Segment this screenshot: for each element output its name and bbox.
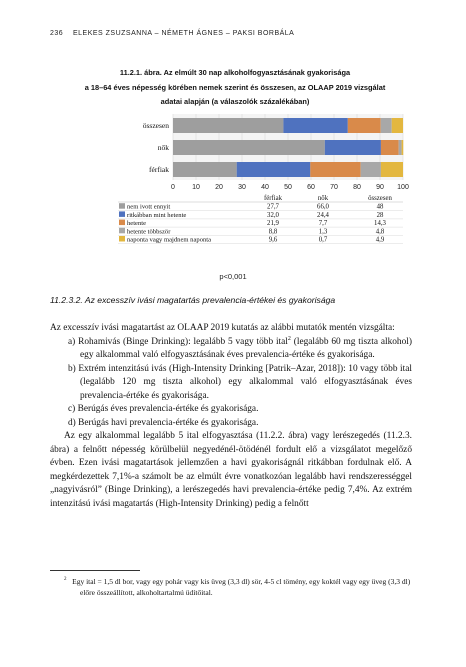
x-tick-label: 10 bbox=[192, 184, 200, 191]
figure-caption-line: 11.2.1. ábra. Az elmúlt 30 nap alkoholfogyasztásának gyakorisága bbox=[119, 68, 351, 77]
legend-label: hetente többször bbox=[127, 228, 171, 236]
legend-swatch bbox=[119, 220, 125, 226]
table-cell: 14,3 bbox=[374, 220, 386, 228]
table-cell: 48 bbox=[376, 203, 384, 211]
x-tick-label: 0 bbox=[171, 184, 175, 191]
bar-segment bbox=[381, 118, 392, 133]
list-item bbox=[50, 363, 412, 404]
category-label: nők bbox=[157, 143, 169, 152]
x-tick-label: 70 bbox=[330, 184, 338, 191]
running-header bbox=[50, 30, 294, 37]
table-cell: 4,9 bbox=[375, 236, 385, 244]
list-item-text: c) Berúgás éves prevalencia-értéke és gyakorisága. bbox=[68, 404, 259, 414]
legend-swatch bbox=[119, 211, 125, 217]
legend-swatch bbox=[119, 228, 125, 234]
bar-segment bbox=[173, 140, 325, 155]
legend-label: hetente bbox=[127, 220, 147, 228]
table-cell: 21,9 bbox=[267, 220, 279, 228]
table-cell: 28 bbox=[376, 211, 384, 219]
body-text bbox=[50, 322, 412, 511]
list-item bbox=[50, 417, 412, 431]
table-cell: 7,7 bbox=[318, 220, 328, 228]
bar-segment bbox=[361, 162, 381, 177]
bar-segment bbox=[348, 118, 381, 133]
table-header: összesen bbox=[368, 195, 392, 202]
table-header: férfiak bbox=[263, 195, 283, 202]
x-tick-label: 30 bbox=[238, 184, 246, 191]
list-item bbox=[50, 403, 412, 417]
table-cell: 27,7 bbox=[267, 203, 279, 211]
legend-label: nem ivott ennyit bbox=[127, 203, 171, 211]
footnote-ref[interactable]: 2 bbox=[287, 335, 291, 342]
table-cell: 0,7 bbox=[318, 236, 328, 244]
footnote bbox=[50, 576, 412, 598]
body-paragraph: Az egy alkalommal legalább 5 ital elfogyasztása (11.2.2. ábra) vagy lerészegedés (11.2.3. ábra) a felnőtt népesség körülbelül negyedénél-ötödénél fordult elő a vizsgálatot megelőző évben. Ezen ivási magatartások jellemzően a havi gyakoriságnál ritkábban fordulnak elő. A megkérdezettek 7,1%-a számolt be az elmúlt évre vonatkozóan legalább havi rendszerességgel „nagyivásról” (Binge Drinking), a lerészegedés havi prevalencia-értéke pedig 7,4%. Az extrém intenzitású ivási magatartás (High-Intensity Drinking) pedig a felnőtt bbox=[50, 431, 412, 509]
x-tick-label: 100 bbox=[397, 184, 409, 191]
bar-segment bbox=[381, 140, 399, 155]
bar-segment bbox=[381, 162, 403, 177]
footnote-mark: 2 bbox=[64, 577, 67, 582]
bar-segment bbox=[392, 118, 403, 133]
section-title: 11.2.3.2. Az excesszív ivási magatartás prevalencia-értékei és gyakorisága bbox=[50, 295, 336, 305]
table-cell: 9,6 bbox=[268, 236, 278, 244]
table-cell: 8,8 bbox=[268, 228, 278, 236]
figure-caption-line: adatai alapján (a válaszolók százalékában) bbox=[160, 97, 310, 106]
x-tick-label: 20 bbox=[215, 184, 223, 191]
table-cell: 66,0 bbox=[317, 203, 329, 211]
figure-caption bbox=[40, 66, 430, 110]
table-cell: 1,3 bbox=[318, 228, 328, 236]
bar-segment bbox=[283, 118, 347, 133]
table-header: nők bbox=[317, 195, 329, 202]
bar-segment bbox=[399, 140, 402, 155]
category-label: összesen bbox=[142, 121, 169, 130]
bar-segment bbox=[173, 162, 237, 177]
list-item-text: d) Berúgás havi prevalencia-értéke és gyakorisága. bbox=[68, 417, 259, 428]
legend-swatch bbox=[119, 236, 125, 242]
table-cell: 24,4 bbox=[317, 211, 329, 219]
intro-paragraph: Az excesszív ivási magatartást az OLAAP 2019 kutatás az alábbi mutatók mentén vizsgálta: bbox=[50, 323, 395, 333]
figure-chart bbox=[118, 112, 418, 262]
criteria-list bbox=[50, 336, 412, 431]
bar-segment bbox=[173, 118, 283, 133]
x-tick-label: 50 bbox=[284, 184, 292, 191]
significance-note: p<0,001 bbox=[219, 272, 247, 281]
table-cell: 32,0 bbox=[267, 211, 279, 219]
list-item bbox=[50, 336, 412, 363]
legend-label: naponta vagy majdnem naponta bbox=[127, 236, 212, 244]
bar-segment bbox=[325, 140, 381, 155]
list-item-text: b) Extrém intenzitású ivás (High-Intensity Drinking [Patrik–Azar, 2018]): 10 vagy több ital (legalább 120 mg tiszta alkohol) egy alkalommal való elfogyasztásának éves prevalencia-értéke és gyakorisága. bbox=[68, 363, 412, 401]
page-number: 236 bbox=[50, 30, 64, 37]
category-label: férfiak bbox=[149, 165, 169, 174]
bar-segment bbox=[310, 162, 360, 177]
x-tick-label: 60 bbox=[307, 184, 315, 191]
legend-swatch bbox=[119, 203, 125, 209]
footnote-rule bbox=[50, 570, 140, 571]
table-cell: 4,8 bbox=[375, 228, 385, 236]
footnote-text: Egy ital = 1,5 dl bor, vagy egy pohár vagy kis üveg (3,3 dl) sör, 4-5 cl tömény, egy koktél vagy egy üveg (3,3 dl) előre összeállított, alkoholtartalmú üdítőital. bbox=[72, 577, 411, 597]
x-tick-label: 90 bbox=[376, 184, 384, 191]
bar-segment bbox=[237, 162, 311, 177]
bar-segment bbox=[402, 140, 404, 155]
running-head-authors: ELEKES ZSUZSANNA – NÉMETH ÁGNES – PAKSI BORBÁLA bbox=[72, 30, 295, 37]
x-tick-label: 80 bbox=[353, 184, 361, 191]
x-tick-label: 40 bbox=[261, 184, 269, 191]
legend-label: ritkábban mint hetente bbox=[127, 211, 187, 219]
list-item-text-cont: (legalább 60 mg tiszta alkohol) egy alkalommal való elfogyasztásának éves prevalencia-értéke és gyakorisága. bbox=[80, 336, 412, 360]
figure-caption-line: a 18–64 éves népesség körében nemek szerint és összesen, az OLAAP 2019 vizsgálat bbox=[84, 82, 386, 92]
stacked-bar-chart bbox=[118, 112, 418, 262]
list-item-text: a) Rohamivás (Binge Drinking): legalább 5 vagy több ital bbox=[68, 336, 288, 347]
